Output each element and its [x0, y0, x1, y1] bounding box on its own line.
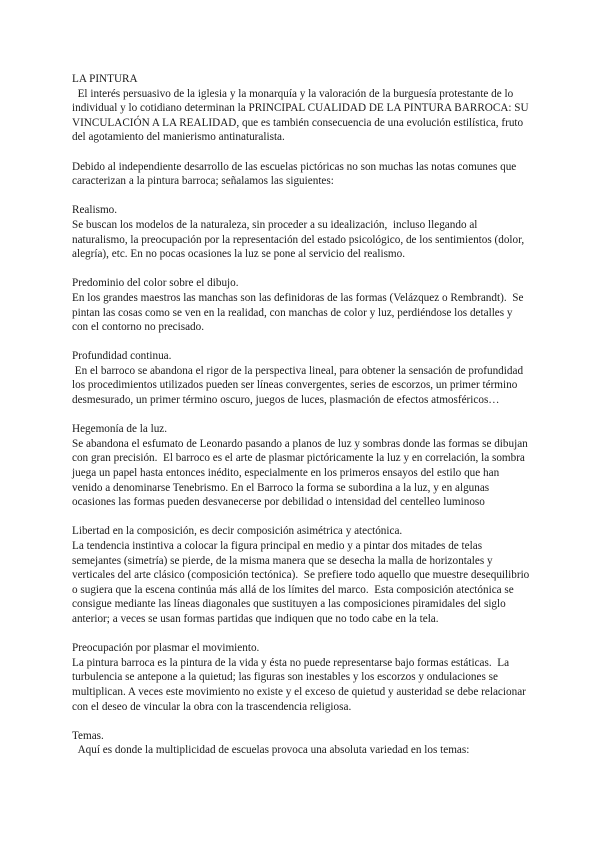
section-temas — [72, 729, 530, 758]
spacer — [72, 262, 530, 277]
section-body: La pintura barroca es la pintura de la vida y ésta no puede representarse bajo formas estáticas. La turbulencia se antepone a la quietud; las figuras son inestables y los escorzos y ondulaciones se multiplican. A veces este movimiento no existe y el exceso de quietud y austeridad se debe relacionar con el deseo de vincular la obra con la trascendencia religiosa. — [72, 656, 529, 713]
section-body: Se buscan los modelos de la naturaleza, sin proceder a su idealización, incluso llegando al naturalismo, la preocupación por la representación del estado psicológico, de los sentimientos (dolor, alegría), etc. En no pocas ocasiones la luz se pone al servicio del realismo. — [72, 218, 527, 261]
section-heading: Profundidad continua. — [72, 350, 172, 363]
section-heading: Preocupación por plasmar el movimiento. — [72, 642, 260, 655]
spacer — [72, 510, 530, 525]
section-heading: Temas. — [72, 729, 104, 742]
intro-paragraph: El interés persuasivo de la iglesia y la monarquía y la valoración de la burguesía protestante de lo individual y lo cotidiano determinan la PRINCIPAL CUALIDAD DE LA PINTURA BARROCA: SU VINCULACIÓN A LA REALIDAD, que es también consecuencia de una evolución estilística, fruto del agotamiento del manierismo antinaturalista. — [72, 87, 532, 144]
spacer — [72, 627, 530, 642]
section-heading: Hegemonía de la luz. — [72, 423, 168, 436]
section-realismo — [72, 203, 530, 261]
section-body: La tendencia instintiva a colocar la figura principal en medio y a pintar dos mitades de telas semejantes (simetría) se pierde, de la misma manera que se desecha la malla de horizontales y verticales del arte clásico (composición tectónica). Se prefiere todo aquello que muestre desequilibrio o sugiera que la escena continúa más allá de los límites del marco. Esta composición atectónica se consigue mediante las líneas diagonales que sustituyen a las composiciones piramidales del siglo anterior; a veces se usan formas partidas que indiquen que no todo cabe en la tela. — [72, 540, 533, 625]
section-heading: Libertad en la composición, es decir composición asimétrica y atectónica. — [72, 525, 403, 538]
section-luz — [72, 422, 530, 510]
section-body: Se abandona el esfumato de Leonardo pasando a planos de luz y sombras donde las formas se dibujan con gran precisión. El barroco es el arte de plasmar pictóricamente la luz y en correlación, la sombra juega un papel hasta entonces inédito, especialmente en los primeros ensayos del estilo que han venido a denominarse Tenebrismo. En el Barroco la forma se subordina a la luz, y en algunas ocasiones las formas pueden desvanecerse por debilidad o intensidad del centelleo luminoso — [72, 437, 531, 509]
section-movimiento — [72, 641, 530, 714]
spacer — [72, 408, 530, 423]
section-body: En el barroco se abandona el rigor de la perspectiva lineal, para obtener la sensación de profundidad los procedimientos utilizados pueden ser líneas convergentes, series de escorzos, un primer término desmesurado, un primer término oscuro, juegos de luces, plasmación de efectos atmosféricos… — [72, 364, 526, 407]
section-composicion — [72, 524, 533, 626]
section-heading: Realismo. — [72, 204, 118, 217]
spacer — [72, 145, 530, 160]
lead-paragraph: Debido al independiente desarrollo de las escuelas pictóricas no son muchas las notas comunes que caracterizan a la pintura barroca; señalamos las siguientes: — [72, 160, 517, 188]
section-body: En los grandes maestros las manchas son las definidoras de las formas (Velázquez o Rembrandt). Se pintan las cosas como se ven en la realidad, con manchas de color y luz, perdiéndose los detalles y con el contorno no precisado. — [72, 291, 527, 334]
section-color — [72, 276, 530, 334]
spacer — [72, 714, 530, 729]
document-title: LA PINTURA — [72, 73, 138, 85]
section-heading: Predominio del color sobre el dibujo. — [72, 277, 239, 290]
spacer — [72, 335, 530, 350]
spacer — [72, 189, 530, 204]
section-body: Aquí es donde la multiplicidad de escuelas provoca una absoluta variedad en los temas: — [72, 744, 470, 757]
section-profundidad — [72, 349, 530, 407]
